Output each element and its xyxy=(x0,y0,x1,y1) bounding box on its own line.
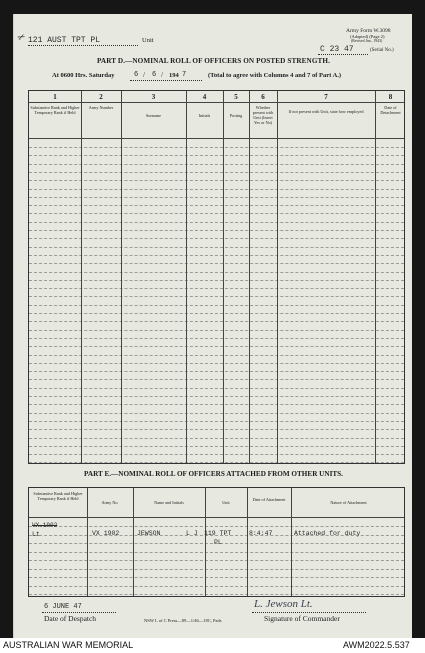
unit-underline xyxy=(28,45,138,46)
entry-army-no: VX 1902 xyxy=(92,530,120,537)
part-d-row-rule xyxy=(29,172,404,173)
part-e-row-rule xyxy=(29,552,404,553)
part-d-col-number: 6 xyxy=(261,93,265,101)
part-d-row-rule xyxy=(29,454,404,455)
part-d-row-rule xyxy=(29,321,404,322)
part-d-col-number: 2 xyxy=(99,93,103,101)
part-e-col-header: Nature of Attachment xyxy=(330,500,367,505)
caption-right: AWM2022.5.537 xyxy=(343,640,410,650)
caption-bar xyxy=(0,638,425,653)
part-e-col-header: Unit xyxy=(222,500,230,505)
part-d-row-rule xyxy=(29,396,404,397)
form-adapted: (Adapted) (Page 2) xyxy=(350,34,385,39)
form-revised: (Revised Jan., 1943) xyxy=(351,39,383,43)
part-d-row-rule xyxy=(29,197,404,198)
part-d-row-rule xyxy=(29,222,404,223)
part-e-col-divider xyxy=(247,488,248,596)
part-e-row-rule xyxy=(29,586,404,587)
part-d-row-rule xyxy=(29,296,404,297)
part-e-col-header: Date of Attachment xyxy=(252,497,286,502)
part-d-row-rule xyxy=(29,388,404,389)
despatch-underline xyxy=(42,612,116,613)
serial-underline xyxy=(318,54,368,55)
part-d-col-number: 4 xyxy=(202,93,207,101)
part-d-row-rule xyxy=(29,272,404,273)
col-number-row-rule xyxy=(29,102,404,103)
entry-rank: Lt xyxy=(32,531,40,538)
part-d-row-rule xyxy=(29,263,404,264)
part-d-row-rule xyxy=(29,330,404,331)
part-d-col-header: Whether present with Unit (Insert Yes or No) xyxy=(252,105,274,125)
serial-value: C 23 47 xyxy=(320,45,354,54)
date-prefix: At 0600 Hrs. Saturday xyxy=(52,72,115,79)
part-d-row-rule xyxy=(29,438,404,439)
part-e-row-rule xyxy=(29,526,404,527)
part-d-row-rule xyxy=(29,255,404,256)
entry-unit: 119 TPT xyxy=(204,530,232,537)
header-bottom-rule xyxy=(29,138,404,139)
unit-label: Unit xyxy=(142,37,154,44)
army-form-page xyxy=(13,14,412,638)
date-year-prefix: 194 xyxy=(169,72,179,79)
part-e-row-rule xyxy=(29,577,404,578)
part-d-row-rule xyxy=(29,379,404,380)
date-month: 6 xyxy=(152,71,157,79)
part-d-row-rule xyxy=(29,205,404,206)
date-note: (Total to agree with Columns 4 and 7 of Part A.) xyxy=(208,72,342,79)
part-d-row-rule xyxy=(29,213,404,214)
entry-name: JEWSON xyxy=(137,530,161,537)
part-d-col-header: Initials xyxy=(198,113,211,118)
part-e-col-header: Substantive Rank and Higher Temporary Rank if Held xyxy=(33,491,83,501)
part-e-table xyxy=(28,487,405,597)
part-d-col-divider xyxy=(277,91,278,463)
part-e-row-rule xyxy=(29,560,404,561)
date-sep-2: / xyxy=(161,71,163,79)
part-d-col-divider xyxy=(121,91,122,463)
part-d-col-header: Substantive Rank and Higher Temporary Rank if Held xyxy=(30,105,80,115)
part-d-col-divider xyxy=(81,91,82,463)
part-d-row-rule xyxy=(29,280,404,281)
form-number: Army Form W.3098 xyxy=(346,28,391,34)
part-d-row-rule xyxy=(29,189,404,190)
part-d-row-rule xyxy=(29,155,404,156)
part-d-row-rule xyxy=(29,238,404,239)
part-d-col-number: 7 xyxy=(324,93,328,101)
part-d-row-rule xyxy=(29,305,404,306)
part-d-row-rule xyxy=(29,413,404,414)
part-d-row-rule xyxy=(29,288,404,289)
date-day: 6 xyxy=(134,71,139,79)
part-e-col-header: Name and Initials xyxy=(154,500,184,505)
part-d-row-rule xyxy=(29,147,404,148)
part-d-row-rule xyxy=(29,421,404,422)
signature-underline xyxy=(252,612,366,613)
part-d-row-rule xyxy=(29,164,404,165)
printer-line: NSW L of C Press—89—1/46—18C, Pads xyxy=(144,618,222,623)
entry-initials: L J xyxy=(186,530,198,537)
part-d-row-rule xyxy=(29,338,404,339)
serial-label: (Serial No.) xyxy=(370,48,394,53)
part-d-col-header: Surname xyxy=(146,113,161,118)
part-d-col-number: 5 xyxy=(234,93,238,101)
part-d-row-rule xyxy=(29,355,404,356)
commander-signature: L. Jewson Lt. xyxy=(254,598,313,610)
entry-rank-struck: VX.1902 xyxy=(32,522,58,529)
part-d-row-rule xyxy=(29,429,404,430)
despatch-label: Date of Despatch xyxy=(44,614,97,623)
date-sep-1: / xyxy=(143,71,145,79)
part-e-row-rule xyxy=(29,594,404,595)
part-e-row-rule xyxy=(29,569,404,570)
part-d-col-divider xyxy=(249,91,250,463)
part-d-row-rule xyxy=(29,346,404,347)
part-d-row-rule xyxy=(29,363,404,364)
caption-left: AUSTRALIAN WAR MEMORIAL xyxy=(3,640,134,650)
part-d-row-rule xyxy=(29,446,404,447)
part-d-table xyxy=(28,90,405,464)
date-year-suffix: 7 xyxy=(182,71,187,79)
part-d-col-divider xyxy=(375,91,376,463)
part-d-col-number: 8 xyxy=(388,93,393,101)
part-e-col-header: Army No. xyxy=(101,500,119,505)
part-d-row-rule xyxy=(29,180,404,181)
part-d-col-number: 1 xyxy=(53,93,57,101)
part-d-col-divider xyxy=(223,91,224,463)
entry-nature: Attached for duty xyxy=(294,530,361,537)
part-d-row-rule xyxy=(29,371,404,372)
part-d-col-divider xyxy=(186,91,187,463)
punch-mark: ✂ xyxy=(16,30,28,44)
part-d-col-header: Army Number xyxy=(88,105,114,110)
entry-unit-line2: PL xyxy=(214,539,222,546)
entry-date: 8:4:47 xyxy=(249,530,273,537)
signature-label: Signature of Commander xyxy=(264,614,340,623)
part-d-row-rule xyxy=(29,462,404,463)
part-d-title: PART D.—NOMINAL ROLL OF OFFICERS ON POSTED STRENGTH. xyxy=(96,57,331,65)
part-d-col-header: If not present with Unit, state how employed xyxy=(288,109,364,114)
date-underline xyxy=(130,80,202,81)
part-d-row-rule xyxy=(29,247,404,248)
part-d-row-rule xyxy=(29,230,404,231)
part-d-row-rule xyxy=(29,404,404,405)
part-d-col-header: Date of Detachment xyxy=(380,105,401,115)
part-d-col-header: Posting xyxy=(229,113,243,118)
despatch-value: 6 JUNE 47 xyxy=(44,603,82,611)
part-e-header-rule xyxy=(29,517,404,518)
part-d-row-rule xyxy=(29,313,404,314)
unit-value: 121 AUST TPT PL xyxy=(28,36,101,45)
part-e-title: PART E.—NOMINAL ROLL OF OFFICERS ATTACHED FROM OTHER UNITS. xyxy=(84,470,343,478)
part-d-col-number: 3 xyxy=(151,93,156,101)
